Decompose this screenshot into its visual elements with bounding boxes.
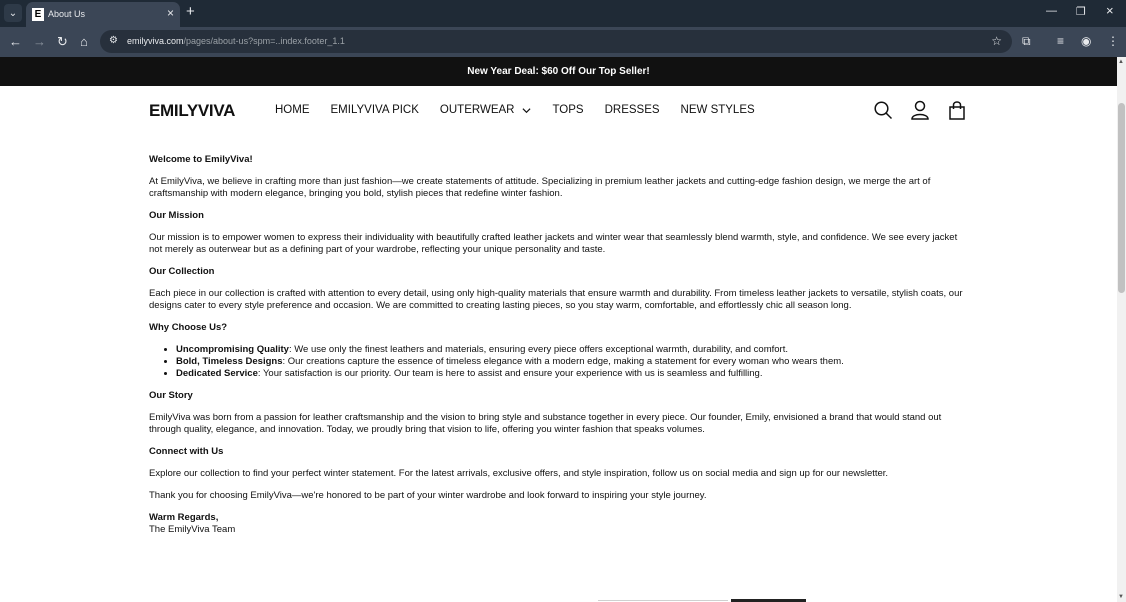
nav-emilyviva-pick[interactable]: EMILYVIVA PICK xyxy=(330,104,419,116)
collection-heading: Our Collection xyxy=(149,266,215,277)
intro-paragraph: At EmilyViva, we believe in crafting more than just fashion—we create statements of attitude. Specializing in premium leather jackets and cutting-edge fashion design, we merge the art of craftsmanship with modern elegance, bringing you bold, stylish pieces that redefine winter fashion. xyxy=(149,176,931,199)
nav-outerwear[interactable] xyxy=(440,104,532,116)
welcome-heading: Welcome to EmilyViva! xyxy=(149,154,253,165)
connect-paragraph: Explore our collection to find your perfect winter statement. For the latest arrivals, exclusive offers, and style inspiration, follow us on social media and sign up for our newsletter. xyxy=(149,468,889,479)
profile-icon[interactable]: ◉ xyxy=(1081,34,1092,48)
browser-toolbar xyxy=(0,27,1126,57)
nav-outerwear-label: OUTERWEAR xyxy=(439,104,515,116)
story-heading: Our Story xyxy=(149,390,193,401)
extensions-icon[interactable]: ⧉ xyxy=(1022,34,1031,48)
why-item-text: : Your satisfaction is our priority. Our team is here to assist and ensure your experience with us is seamless and fulfilling. xyxy=(257,368,763,379)
list-item xyxy=(176,356,971,368)
main-nav xyxy=(275,104,776,116)
signoff xyxy=(149,512,971,536)
url-host: emilyviva.com xyxy=(127,36,184,46)
account-icon[interactable] xyxy=(910,100,930,120)
footer-edge-divider xyxy=(598,598,806,602)
tab-close-icon[interactable]: × xyxy=(166,6,174,20)
collection-paragraph: Each piece in our collection is crafted with attention to every detail, using only high-quality materials that ensure warmth and durability. From timeless leather jackets to versatile, stylish coats, our designs cater to every style preference and occasion. We are committed to creating lasting pieces, so you stay warm, comfortable, and effortlessly chic all season long. xyxy=(149,288,963,311)
announcement-bar[interactable]: New Year Deal: $60 Off Our Top Seller! xyxy=(0,57,1117,86)
list-item xyxy=(176,368,971,380)
cart-bag-icon[interactable] xyxy=(947,100,967,120)
search-icon[interactable] xyxy=(873,100,893,120)
mission-heading: Our Mission xyxy=(149,210,204,221)
site-info-icon[interactable]: ⚙ xyxy=(109,35,118,46)
team-text: The EmilyViva Team xyxy=(149,524,236,535)
window-close-icon[interactable]: × xyxy=(1106,3,1114,18)
regards-text: Warm Regards, xyxy=(149,512,219,523)
why-item-title: Bold, Timeless Designs xyxy=(176,356,283,367)
bookmark-star-icon[interactable]: ☆ xyxy=(991,34,1002,48)
back-arrow-icon[interactable]: ← xyxy=(9,34,22,49)
why-item-title: Uncompromising Quality xyxy=(176,344,289,355)
scroll-down-icon[interactable]: ▼ xyxy=(1118,594,1124,600)
home-icon[interactable]: ⌂ xyxy=(80,34,88,49)
mission-paragraph: Our mission is to empower women to express their individuality with beautifully crafted leather jackets and winter wear that seamlessly blend warmth, style, and confidence. We see every jacket not merely as outerwear but as a defining part of your wardrobe, reflecting your unique personality and taste. xyxy=(149,232,958,255)
why-item-text: : Our creations capture the essence of timeless elegance with a modern edge, making a statement for every woman who wears them. xyxy=(282,356,844,367)
nav-dresses[interactable]: DRESSES xyxy=(604,104,660,116)
chevron-down-icon xyxy=(522,106,531,115)
scrollbar-thumb[interactable] xyxy=(1118,103,1125,293)
tab-favicon-icon: E xyxy=(32,8,44,21)
connect-heading: Connect with Us xyxy=(149,446,224,457)
forward-arrow-icon[interactable]: → xyxy=(33,34,46,49)
nav-new-styles[interactable]: NEW STYLES xyxy=(680,104,755,116)
reload-icon[interactable]: ↻ xyxy=(57,34,68,49)
why-heading: Why Choose Us? xyxy=(149,322,228,333)
url-path: /pages/about-us?spm=..index.footer_1.1 xyxy=(183,36,345,46)
new-tab-icon[interactable]: + xyxy=(186,3,195,20)
why-item-text: : We use only the finest leathers and materials, ensuring every piece offers exceptional warmth, durability, and comfort. xyxy=(288,344,788,355)
address-bar[interactable] xyxy=(100,30,1012,53)
browser-menu-icon[interactable]: ⋮ xyxy=(1107,34,1119,48)
url-text[interactable] xyxy=(127,36,345,46)
why-list xyxy=(176,344,971,380)
scroll-up-icon[interactable]: ▲ xyxy=(1118,59,1124,65)
tab-search-icon[interactable]: ⌄ xyxy=(4,4,22,22)
nav-home[interactable]: HOME xyxy=(275,104,310,116)
restore-icon[interactable]: ❐ xyxy=(1076,6,1086,18)
page-scrollbar[interactable] xyxy=(1117,57,1126,602)
nav-tops[interactable]: TOPS xyxy=(552,104,584,116)
browser-tab-bar xyxy=(0,0,1126,27)
why-item-title: Dedicated Service xyxy=(176,368,258,379)
media-control-icon[interactable]: ≡ xyxy=(1057,34,1065,48)
minimize-icon[interactable]: — xyxy=(1046,5,1057,17)
about-content xyxy=(149,154,971,536)
site-logo[interactable]: EMILYVIVA xyxy=(149,101,236,120)
thanks-paragraph: Thank you for choosing EmilyViva—we're honored to be part of your winter wardrobe and look forward to inspiring your style journey. xyxy=(149,490,707,501)
tab-title: About Us xyxy=(48,9,86,19)
list-item xyxy=(176,344,971,356)
browser-tab[interactable] xyxy=(26,2,180,27)
story-paragraph: EmilyViva was born from a passion for leather craftsmanship and the vision to bring style and substance together in every piece. Our founder, Emily, envisioned a brand that would stand out through quality, elegance, and innovation. Today, we proudly bring that vision to life, offering you winter fashion that speaks volumes. xyxy=(149,412,942,435)
